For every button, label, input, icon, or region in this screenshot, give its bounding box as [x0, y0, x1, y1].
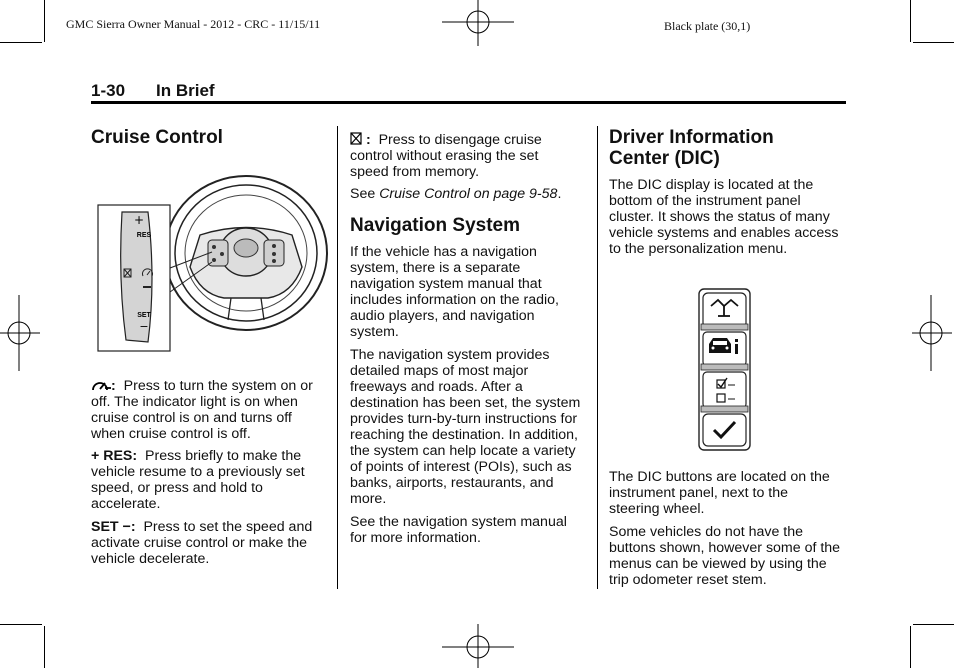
navigation-paragraph-1: If the vehicle has a navigation system, there is a separate navigation system manual that includes information on the radio, audio players, and navigation system.	[350, 244, 559, 340]
crop-mark	[910, 0, 911, 42]
dic-paragraph-2: The DIC buttons are located on the instrument panel, next to the steering wheel.	[609, 469, 830, 517]
cruise-control-title: Cruise Control	[91, 127, 223, 148]
dic-paragraph-1: The DIC display is located at the bottom of the instrument panel cluster. It shows the status of many vehicle systems and enables access to the personalization menu.	[609, 177, 839, 257]
crop-mark	[910, 626, 911, 668]
steering-wheel	[165, 176, 327, 330]
cancel-icon	[350, 132, 362, 145]
column-divider	[597, 126, 598, 589]
res-paragraph	[91, 448, 326, 512]
registration-mark-right	[912, 295, 954, 371]
section-name: In Brief	[156, 81, 215, 100]
registration-mark-bottom	[440, 622, 516, 668]
cruise-onoff-paragraph	[91, 378, 326, 442]
registration-mark-left	[0, 295, 42, 371]
set-paragraph	[91, 519, 326, 567]
navigation-paragraph-2: The navigation system provides detailed maps of most major freeways and roads. After a destination has been set, the system provides turn-by-turn instructions for reaching the destination. In addition, the system can help locate a variety of points of interest (POIs), such as banks, airports, restaurants, and more.	[350, 347, 581, 507]
crop-mark	[0, 42, 42, 43]
cruise-control-illustration	[96, 170, 332, 356]
header-left: GMC Sierra Owner Manual - 2012 - CRC - 11/15/11	[66, 17, 321, 31]
page-heading	[91, 81, 215, 101]
plus-icon: +	[133, 213, 145, 227]
header-right: Black plate (30,1)	[664, 19, 751, 33]
minus-icon	[143, 286, 151, 288]
cancel-paragraph	[350, 132, 575, 180]
see-prefix: See	[350, 186, 380, 202]
dic-title-line-1: Driver Information	[609, 127, 774, 148]
cancel-text: Press to disengage cruise control without erasing the set speed from memory.	[350, 132, 542, 180]
dic-title-line-2: Center (DIC)	[609, 148, 720, 169]
cruise-onoff-text: Press to turn the system on or off. The indicator light is on when cruise control is on and turns off when cruise control is off.	[91, 378, 313, 442]
crop-mark	[44, 0, 45, 42]
crop-mark	[0, 624, 42, 625]
dic-paragraph-3: Some vehicles do not have the buttons shown, however some of the menus can be viewed by using the trip odometer reset stem.	[609, 524, 841, 588]
res-text: Press briefly to make the vehicle resume to a previously set speed, or press and hold to accelerate.	[91, 448, 305, 512]
dic-buttons-illustration	[698, 288, 752, 452]
navigation-system-title: Navigation System	[350, 215, 520, 236]
page-number: 1-30	[91, 81, 126, 100]
set-label: SET	[137, 312, 151, 319]
navigation-paragraph-3: See the navigation system manual for more information.	[350, 514, 567, 546]
crop-mark	[913, 624, 954, 625]
crop-mark	[913, 42, 954, 43]
dic-title	[609, 127, 774, 169]
crop-mark	[44, 626, 45, 668]
see-suffix: .	[557, 186, 562, 202]
cancel-label: :	[365, 132, 371, 148]
res-label: RES	[136, 232, 152, 239]
column-divider	[337, 126, 338, 589]
registration-mark-top	[440, 0, 516, 48]
cruise-onoff-label: :	[111, 378, 116, 394]
set-text: Press to set the speed and activate cruise control or make the vehicle decelerate.	[91, 519, 313, 567]
cruise-onoff-icon	[91, 379, 111, 391]
set-label: SET −:	[91, 519, 136, 535]
cruise-control-link[interactable]: Cruise Control on page 9-58	[379, 186, 558, 202]
cruise-reference	[350, 186, 580, 202]
res-label: + RES:	[91, 448, 138, 464]
minus-icon: −	[139, 320, 149, 333]
heading-rule	[91, 101, 846, 104]
